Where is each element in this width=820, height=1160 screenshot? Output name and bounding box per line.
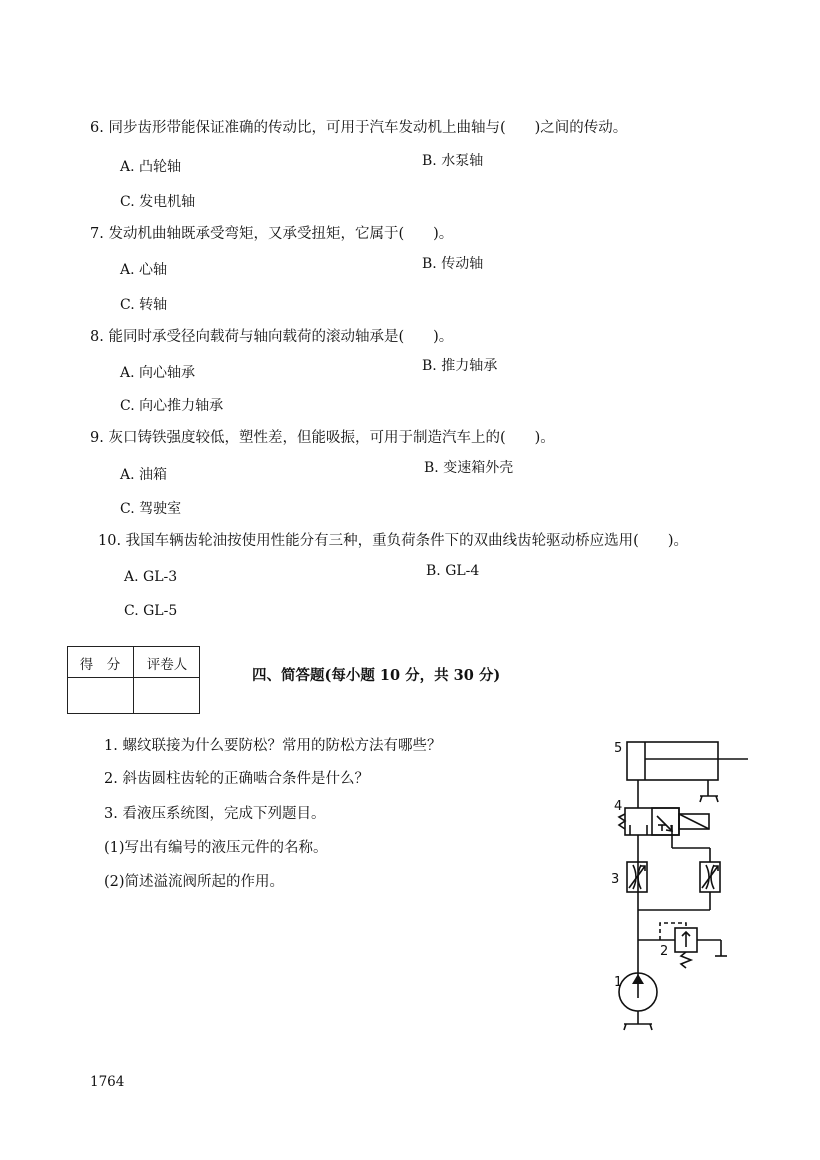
question-9-stem: 9. 灰口铸铁强度较低，塑性差，但能吸振，可用于制造汽车上的( )。 bbox=[90, 430, 555, 446]
question-9-option-c: C. 驾驶室 bbox=[120, 501, 182, 517]
question-7-option-c: C. 转轴 bbox=[120, 297, 168, 313]
question-8-option-a: A. 向心轴承 bbox=[120, 365, 196, 381]
question-7-option-b: B. 传动轴 bbox=[422, 256, 484, 272]
label-1: 1 bbox=[614, 975, 623, 990]
grader-label: 评卷人 bbox=[146, 657, 188, 673]
score-table bbox=[67, 646, 200, 714]
question-10-option-b: B. GL-4 bbox=[426, 563, 480, 579]
score-label: 得 分 bbox=[79, 657, 121, 673]
question-8-option-b: B. 推力轴承 bbox=[422, 358, 498, 374]
section-title: 四、简答题(每小题 10 分，共 30 分) bbox=[252, 667, 501, 684]
label-3: 3 bbox=[611, 872, 620, 887]
grader-cell[interactable] bbox=[135, 678, 199, 713]
question-7-stem: 7. 发动机曲轴既承受弯矩，又承受扭矩，它属于( )。 bbox=[90, 226, 454, 242]
pump-direction-arrow bbox=[632, 974, 644, 984]
label-2: 2 bbox=[660, 944, 669, 959]
question-9-option-a: A. 油箱 bbox=[120, 467, 168, 483]
question-8-option-c: C. 向心推力轴承 bbox=[120, 398, 224, 414]
score-cell[interactable] bbox=[68, 678, 132, 713]
question-6-option-c: C. 发电机轴 bbox=[120, 194, 196, 210]
question-6-option-a: A. 凸轮轴 bbox=[120, 159, 182, 175]
question-7-option-a: A. 心轴 bbox=[120, 262, 168, 278]
question-10-option-c: C. GL-5 bbox=[124, 603, 178, 619]
hydraulic-cylinder bbox=[627, 742, 748, 802]
label-4: 4 bbox=[614, 799, 623, 814]
throttle-valve bbox=[700, 862, 720, 892]
table-divider bbox=[133, 647, 134, 713]
question-8-stem: 8. 能同时承受径向载荷与轴向载荷的滚动轴承是( )。 bbox=[90, 329, 454, 345]
question-10-stem: 10. 我国车辆齿轮油按使用性能分有三种，重负荷条件下的双曲线齿轮驱动桥应选用( )。 bbox=[98, 533, 688, 549]
short-answer-1: 1. 螺纹联接为什么要防松？常用的防松方法有哪些？ bbox=[104, 738, 442, 754]
question-6-option-b: B. 水泵轴 bbox=[422, 153, 484, 169]
short-answer-3: 3. 看液压系统图，完成下列题目。 bbox=[104, 806, 326, 822]
question-9-option-b: B. 变速箱外壳 bbox=[424, 460, 514, 476]
short-answer-3-2: (2)简述溢流阀所起的作用。 bbox=[104, 874, 285, 890]
page-number: 1764 bbox=[90, 1074, 125, 1090]
question-6-stem: 6. 同步齿形带能保证准确的传动比，可用于汽车发动机上曲轴与( )之间的传动。 bbox=[90, 120, 628, 136]
short-answer-2: 2. 斜齿圆柱齿轮的正确啮合条件是什么？ bbox=[104, 771, 369, 787]
label-5: 5 bbox=[614, 741, 623, 756]
short-answer-3-1: (1)写出有编号的液压元件的名称。 bbox=[104, 840, 328, 856]
relief-valve bbox=[638, 923, 727, 968]
directional-control-valve bbox=[619, 808, 709, 835]
question-10-option-a: A. GL-3 bbox=[124, 569, 178, 585]
throttle-valve bbox=[627, 862, 647, 892]
hydraulic-diagram bbox=[600, 730, 770, 1040]
